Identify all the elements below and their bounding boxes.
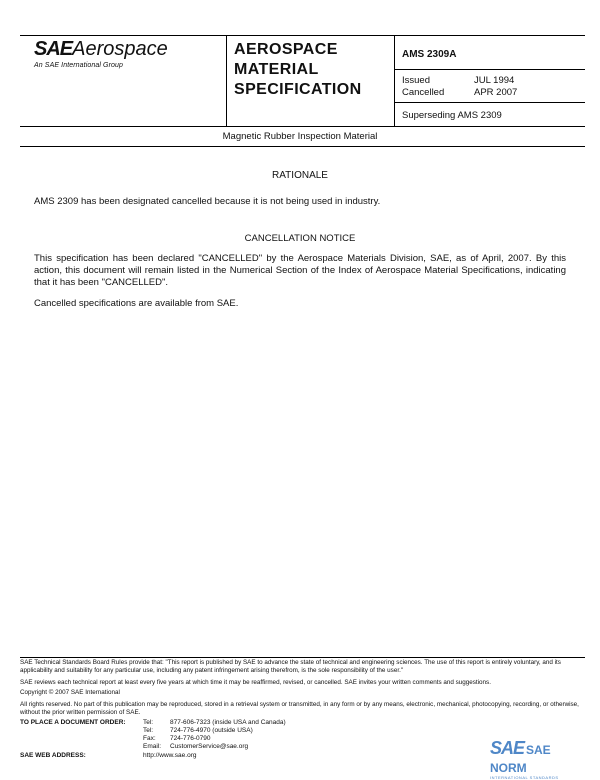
email-address[interactable]: CustomerService@sae.org [170,743,249,750]
sae-norm-watermark [490,738,590,780]
copyright-notice: Copyright © 2007 SAE International [20,689,120,696]
document-subject: Magnetic Rubber Inspection Material [222,131,378,142]
order-label: TO PLACE A DOCUMENT ORDER: [20,719,126,726]
document-number: AMS 2309A [402,49,457,60]
watermark-norm-text: SAE NORM [490,743,551,775]
rationale-text: AMS 2309 has been designated cancelled because it is not being used in industry. [34,196,381,207]
footer-rule [20,657,585,658]
cancellation-notice-text: This specification has been declared "CANCELLED" by the Aerospace Materials Division, SAE, as of April, 2007. By this action, this document will remain listed in the Numerical Section of the Index of Aerospace Material Specifications, indicating that it has been "CANCELLED". [34,253,566,288]
tel-label: Tel: [143,719,154,726]
header-divider-left [226,35,227,126]
title-line-2: MATERIAL [234,61,319,78]
web-address-link[interactable]: http://www.sae.org [143,752,197,759]
sae-aerospace-logo [34,38,194,78]
watermark-small-text: INTERNATIONAL STANDARDS [490,775,559,780]
watermark-sae-logo: SAE [490,738,525,758]
header-bottom-rule [20,126,585,127]
availability-text: Cancelled specifications are available from SAE. [34,298,239,309]
title-line-1: AEROSPACE [234,41,338,58]
logo-tagline: An SAE International Group [34,62,123,69]
fax-number: 724-776-0790 [170,735,211,742]
subject-rule [20,146,585,147]
email-label: Email: [143,743,162,750]
superseding-note: Superseding AMS 2309 [402,110,502,121]
docnum-rule [394,69,585,70]
fax-label: Fax: [143,735,156,742]
cancelled-label: Cancelled [402,87,445,98]
dates-rule [394,102,585,103]
review-notice: SAE reviews each technical report at least every five years at which time it may be reaffirmed, revised, or cancelled. SAE invites your written comments and suggestions. [20,679,491,686]
rights-reserved-notice: All rights reserved. No part of this publication may be reproduced, stored in a retrieval system or transmitted, in any form or by any means, electronic, mechanical, photocopying, recording, or otherwise, without the prior written permission of SAE. [20,701,579,716]
document-type-title [234,40,362,100]
logo-aerospace-text: Aerospace [72,38,168,60]
header-top-rule [20,35,585,36]
cancelled-date: APR 2007 [474,87,518,98]
issued-date: JUL 1994 [474,75,515,86]
header-divider-right [394,35,395,126]
tel-outside-usa: 724-776-4970 (outside USA) [170,727,253,734]
tel-inside-usa: 877-606-7323 (inside USA and Canada) [170,719,286,726]
title-line-3: SPECIFICATION [234,81,362,98]
issued-label: Issued [402,75,430,86]
standards-board-rules: SAE Technical Standards Board Rules provide that: "This report is published by SAE to advance the state of technical and engineering sciences. The use of this report is entirely voluntary, and its applicability and suitability for any particular use, including any patent infringement arising therefrom, is the sole responsibility of the user." [20,659,561,674]
tel2-label: Tel: [143,727,154,734]
rationale-heading: RATIONALE [272,170,328,181]
web-address-label: SAE WEB ADDRESS: [20,752,86,759]
logo-sae-text: SAE [34,38,73,60]
cancellation-notice-heading: CANCELLATION NOTICE [244,233,356,244]
